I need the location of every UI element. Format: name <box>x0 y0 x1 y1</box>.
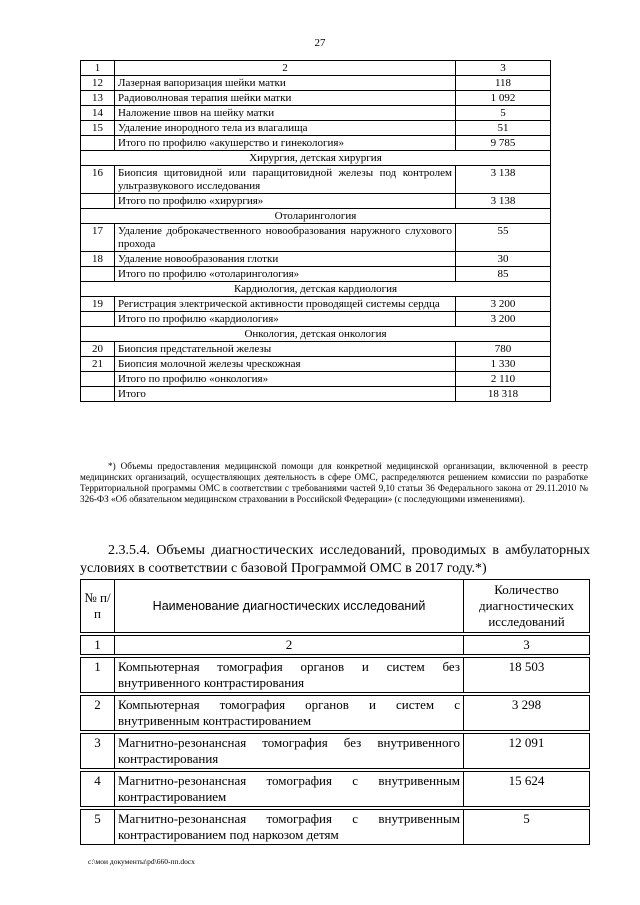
table-row <box>81 772 590 807</box>
row-value: 15 624 <box>464 772 590 807</box>
row-number: 15 <box>81 121 115 136</box>
row-value: 5 <box>456 106 551 121</box>
row-value: 1 330 <box>456 357 551 372</box>
table-row <box>81 91 551 106</box>
page-number: 27 <box>314 37 326 49</box>
table-row <box>81 387 551 402</box>
row-number <box>81 312 115 327</box>
row-value: 2 110 <box>456 372 551 387</box>
index-cell: 1 <box>81 636 115 655</box>
header-value: Количество диагностических исследований <box>464 580 590 633</box>
row-number <box>81 267 115 282</box>
row-number: 20 <box>81 342 115 357</box>
section-title: Отоларингология <box>81 209 551 224</box>
row-value: 118 <box>456 76 551 91</box>
row-value: 30 <box>456 252 551 267</box>
row-value: 55 <box>456 224 551 252</box>
row-number: 3 <box>81 734 115 769</box>
row-value: 780 <box>456 342 551 357</box>
section-title: Онкология, детская онкология <box>81 327 551 342</box>
row-value: 5 <box>464 810 590 845</box>
table-row <box>81 696 590 731</box>
row-value: 3 138 <box>456 166 551 194</box>
row-number: 16 <box>81 166 115 194</box>
row-name: Биопсия молочной железы чрескожная <box>115 357 456 372</box>
header-num: № п/п <box>81 580 115 633</box>
table-row <box>81 224 551 252</box>
row-name: Магнитно-резонансная томография без внутривенного контрастирования <box>115 734 464 769</box>
row-value: 12 091 <box>464 734 590 769</box>
footnote-text: *) Объемы предоставления медицинской помощи для конкретной медицинской организации, включенной в реестр медицинских организаций, осуществляющих деятельность в сфере ОМС, распределяются решением комиссии по разработке Территориальной программы ОМС в соответствии с требованиями частей 9,10 статьи 36 Федерального закона от 29.11.2010 № 326-ФЗ «Об обязательном медицинском страховании в Российской Федерации» (с последующими изменениями). <box>80 461 588 504</box>
row-number: 12 <box>81 76 115 91</box>
header-cell: 1 <box>81 61 115 76</box>
row-name: Наложение швов на шейку матки <box>115 106 456 121</box>
table-row <box>81 372 551 387</box>
table-row <box>81 267 551 282</box>
row-value: 85 <box>456 267 551 282</box>
section-title: Кардиология, детская кардиология <box>81 282 551 297</box>
table-row <box>81 297 551 312</box>
row-name: Удаление доброкачественного новообразования наружного слухового прохода <box>115 224 456 252</box>
row-name: Радиоволновая терапия шейки матки <box>115 91 456 106</box>
table-index-row <box>81 636 590 655</box>
row-number <box>81 387 115 402</box>
table-row <box>81 734 590 769</box>
row-value: 3 200 <box>456 297 551 312</box>
diagnostics-table <box>80 579 590 845</box>
row-value: 9 785 <box>456 136 551 151</box>
table-row <box>81 76 551 91</box>
section-row <box>81 151 551 166</box>
table-header-row <box>81 580 590 633</box>
row-name: Магнитно-резонансная томография с внутривенным контрастированием <box>115 772 464 807</box>
file-path: c:\мои документы\pd\660-пп.docx <box>88 857 195 866</box>
table-header-row <box>81 61 551 76</box>
row-name: Итого по профилю «акушерство и гинекология» <box>115 136 456 151</box>
table-row <box>81 810 590 845</box>
row-value: 3 200 <box>456 312 551 327</box>
section-row <box>81 282 551 297</box>
table-row <box>81 658 590 693</box>
row-value: 18 318 <box>456 387 551 402</box>
row-name: Биопсия предстательной железы <box>115 342 456 357</box>
table-row <box>81 252 551 267</box>
row-name: Лазерная вапоризация шейки матки <box>115 76 456 91</box>
row-number: 19 <box>81 297 115 312</box>
table-row <box>81 342 551 357</box>
section-title: Хирургия, детская хирургия <box>81 151 551 166</box>
table-row <box>81 166 551 194</box>
row-number <box>81 194 115 209</box>
row-number: 1 <box>81 658 115 693</box>
row-number: 5 <box>81 810 115 845</box>
row-number: 17 <box>81 224 115 252</box>
index-cell: 3 <box>464 636 590 655</box>
row-name: Магнитно-резонансная томография с внутривенным контрастированием под наркозом детям <box>115 810 464 845</box>
row-value: 1 092 <box>456 91 551 106</box>
row-number: 18 <box>81 252 115 267</box>
header-cell: 3 <box>456 61 551 76</box>
row-number: 14 <box>81 106 115 121</box>
header-name: Наименование диагностических исследований <box>115 580 464 633</box>
row-name: Удаление инородного тела из влагалища <box>115 121 456 136</box>
index-cell: 2 <box>115 636 464 655</box>
row-value: 18 503 <box>464 658 590 693</box>
row-value: 3 138 <box>456 194 551 209</box>
row-name: Итого <box>115 387 456 402</box>
row-name: Компьютерная томография органов и систем без внутривенного контрастирования <box>115 658 464 693</box>
row-name: Биопсия щитовидной или паращитовидной железы под контролем ультразвукового исследования <box>115 166 456 194</box>
table-row <box>81 136 551 151</box>
section-row <box>81 209 551 224</box>
procedures-table <box>80 60 551 402</box>
table-row <box>81 194 551 209</box>
row-number <box>81 372 115 387</box>
row-name: Удаление новообразования глотки <box>115 252 456 267</box>
row-name: Итого по профилю «хирургия» <box>115 194 456 209</box>
row-value: 3 298 <box>464 696 590 731</box>
table-row <box>81 106 551 121</box>
footnote <box>80 461 588 505</box>
table-row <box>81 121 551 136</box>
row-name: Итого по профилю «отоларингология» <box>115 267 456 282</box>
section-row <box>81 327 551 342</box>
row-name: Компьютерная томография органов и систем с внутривенным контрастированием <box>115 696 464 731</box>
row-number: 2 <box>81 696 115 731</box>
row-name: Итого по профилю «онкология» <box>115 372 456 387</box>
header-cell: 2 <box>115 61 456 76</box>
row-number: 13 <box>81 91 115 106</box>
table-row <box>81 357 551 372</box>
row-value: 51 <box>456 121 551 136</box>
row-number: 21 <box>81 357 115 372</box>
row-number <box>81 136 115 151</box>
section-heading-text: 2.3.5.4. Объемы диагностических исследований, проводимых в амбулаторных условиях в соответствии с базовой Программой ОМС в 2017 году.*) <box>80 543 590 576</box>
row-name: Регистрация электрической активности проводящей системы сердца <box>115 297 456 312</box>
section-heading <box>80 542 590 578</box>
table-row <box>81 312 551 327</box>
row-name: Итого по профилю «кардиология» <box>115 312 456 327</box>
row-number: 4 <box>81 772 115 807</box>
